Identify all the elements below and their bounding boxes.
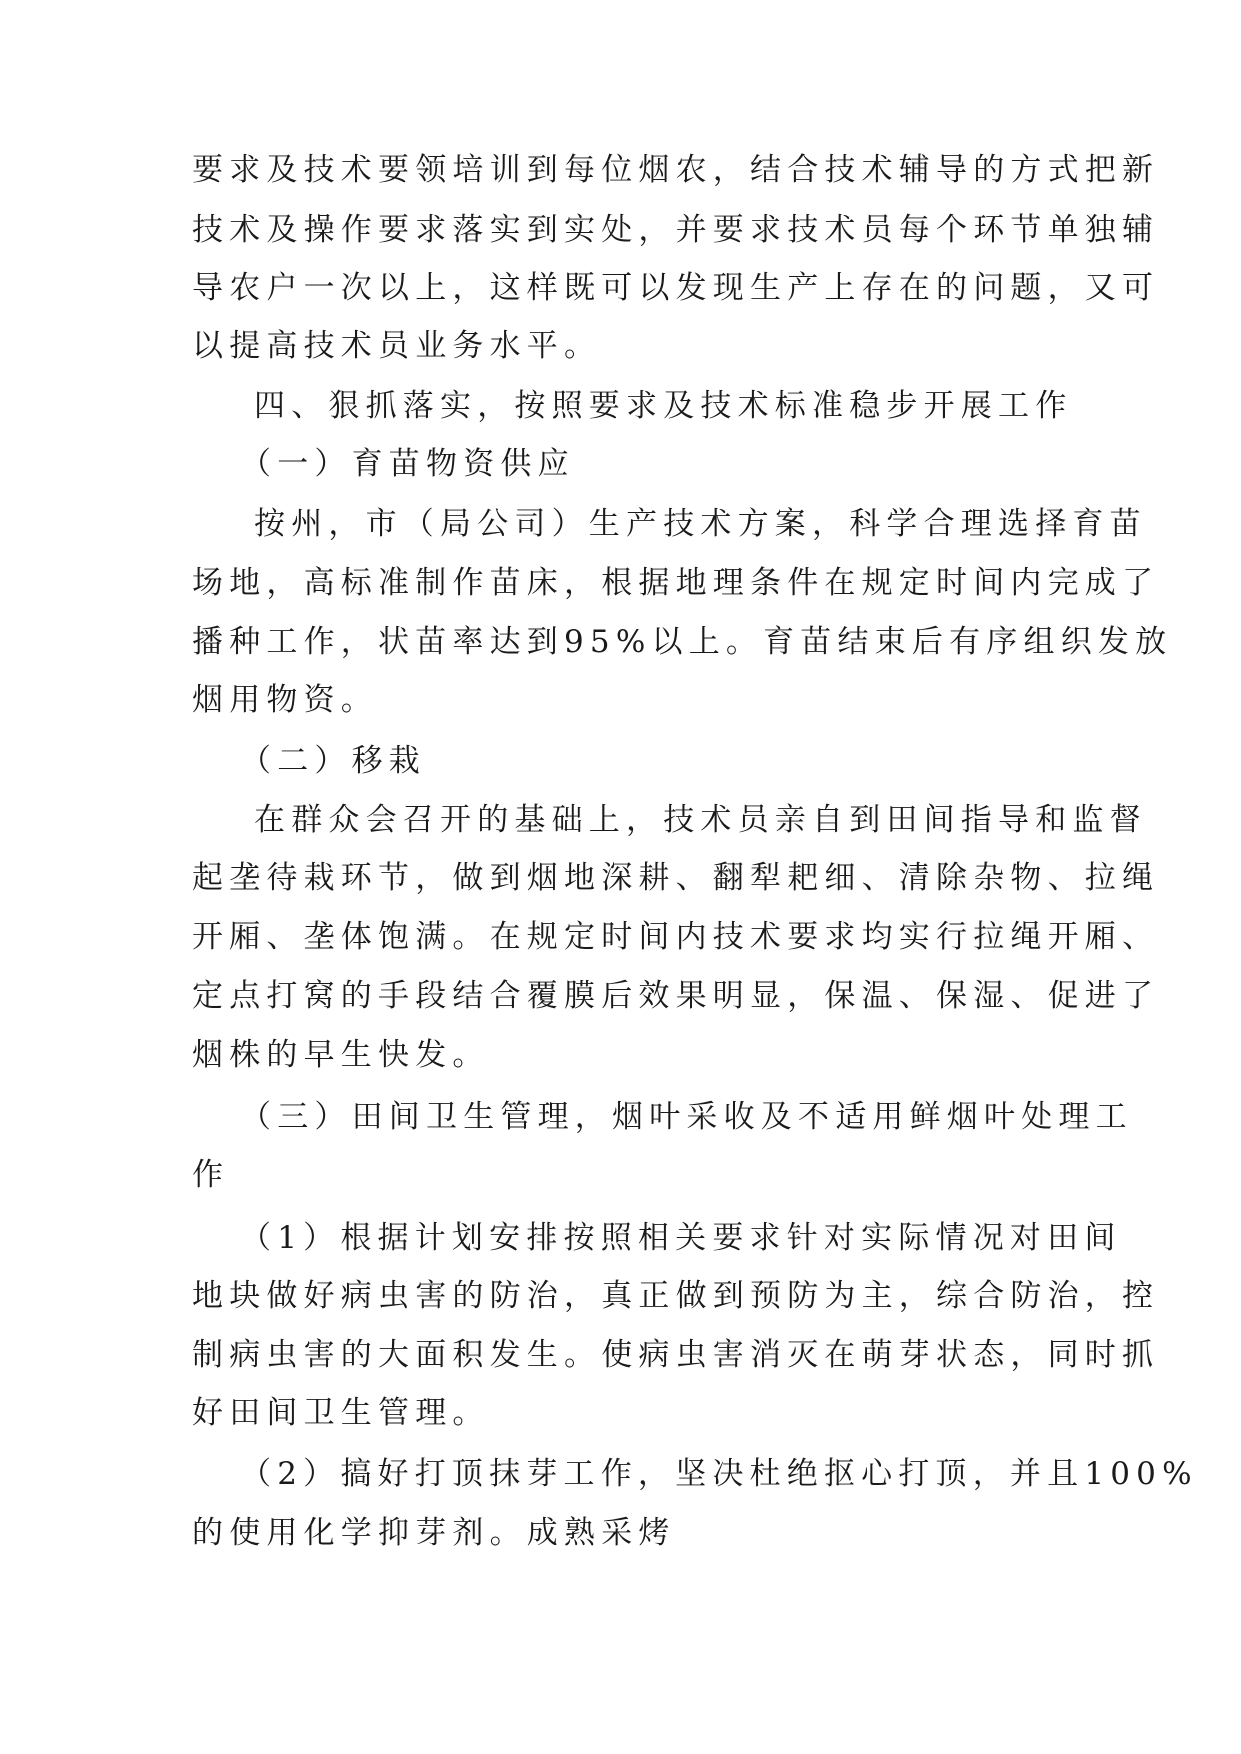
subsection-heading: （三）田间卫生管理，烟叶采收及不适用鲜烟叶处理工 xyxy=(240,1099,1133,1135)
text-line: 按州，市（局公司）生产技术方案，科学合理选择育苗 xyxy=(254,506,1147,542)
text-line: 在群众会召开的基础上，技术员亲自到田间指导和监督 xyxy=(254,802,1147,838)
text-line: 地块做好病虫害的防治，真正做到预防为主，综合防治，控 xyxy=(192,1278,1160,1314)
subsection-heading: （二）移栽 xyxy=(240,743,426,779)
text-line: 技术及操作要求落实到实处，并要求技术员每个环节单独辅 xyxy=(192,212,1160,248)
text-line: 好田间卫生管理。 xyxy=(192,1395,490,1431)
text-line: 制病虫害的大面积发生。使病虫害消灭在萌芽状态，同时抓 xyxy=(192,1337,1160,1373)
text-line: 要求及技术要领培训到每位烟农，结合技术辅导的方式把新 xyxy=(192,152,1160,188)
section-heading: 四、狠抓落实，按照要求及技术标准稳步开展工作 xyxy=(254,388,1073,424)
text-line: （1）根据计划安排按照相关要求针对实际情况对田间 xyxy=(240,1220,1122,1256)
text-line: 起垄待栽环节，做到烟地深耕、翻犁耙细、清除杂物、拉绳 xyxy=(192,860,1160,896)
text-line: 烟株的早生快发。 xyxy=(192,1037,490,1073)
text-line: 开厢、垄体饱满。在规定时间内技术要求均实行拉绳开厢、 xyxy=(192,919,1160,955)
text-line: 烟用物资。 xyxy=(192,682,378,718)
text-line: （2）搞好打顶抹芽工作，坚决杜绝抠心打顶，并且100% xyxy=(240,1456,1198,1492)
subsection-heading: （一）育苗物资供应 xyxy=(240,446,575,482)
subsection-heading-continued: 作 xyxy=(192,1157,230,1193)
text-line: 以提高技术员业务水平。 xyxy=(192,328,602,364)
text-line: 定点打窝的手段结合覆膜后效果明显，保温、保湿、促进了 xyxy=(192,978,1160,1014)
text-line: 场地，高标准制作苗床，根据地理条件在规定时间内完成了 xyxy=(192,565,1160,601)
text-line: 导农户一次以上，这样既可以发现生产上存在的问题，又可 xyxy=(192,270,1160,306)
text-line: 的使用化学抑芽剂。成熟采烤 xyxy=(192,1515,676,1551)
text-line: 播种工作，状苗率达到95%以上。育苗结束后有序组织发放 xyxy=(192,624,1173,660)
